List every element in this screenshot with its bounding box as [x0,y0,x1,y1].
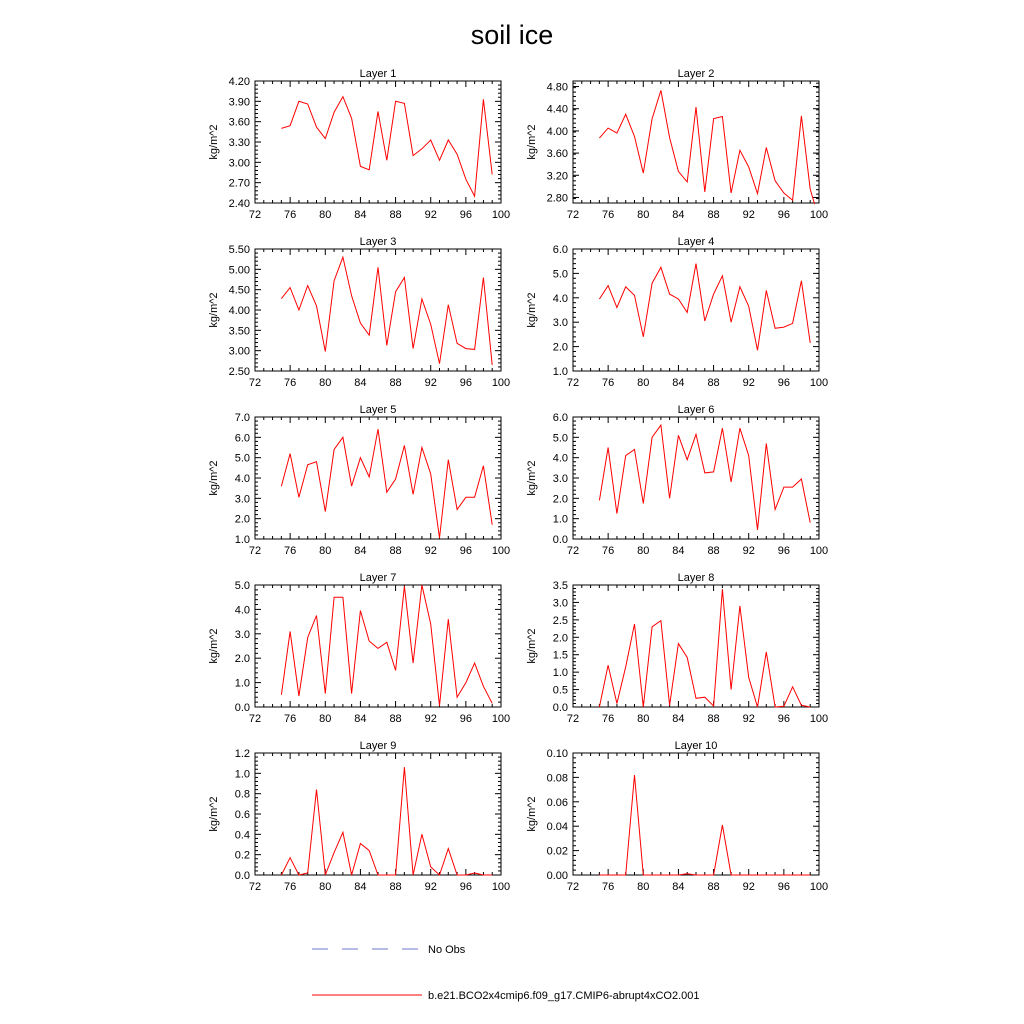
x-tick-label: 100 [491,377,511,389]
x-tick-label: 96 [459,209,472,221]
y-tick-label: 5.00 [228,264,250,277]
y-axis-label: kg/m^2 [526,124,538,160]
y-tick-label: 2.0 [552,632,568,645]
y-tick-label: 1.5 [552,649,568,662]
panel-title: Layer 9 [359,740,397,752]
y-tick-label: 4.80 [546,81,568,94]
y-tick-label: 3.50 [228,325,250,338]
x-tick-label: 92 [742,209,755,221]
y-tick-label: 4.0 [552,292,568,305]
x-tick-label: 88 [707,377,720,389]
x-tick-label: 100 [809,209,829,221]
x-tick-label: 80 [319,209,332,221]
x-tick-label: 76 [284,713,297,725]
x-tick-label: 84 [354,377,367,389]
y-tick-label: 3.00 [228,345,250,358]
x-tick-label: 72 [566,881,580,893]
y-tick-label: 2.50 [228,366,250,378]
y-tick-label: 3.60 [228,116,250,129]
y-tick-label: 3.0 [552,473,568,485]
y-tick-label: 2.40 [228,198,250,210]
y-tick-label: 3.90 [228,96,250,109]
y-tick-label: 1.0 [234,768,250,781]
legend-label-no-obs: No Obs [428,944,466,956]
y-tick-label: 3.60 [546,148,568,161]
x-tick-label: 100 [491,713,511,725]
x-tick-label: 84 [354,713,367,725]
x-tick-label: 88 [707,881,720,893]
x-tick-label: 96 [777,545,790,557]
x-tick-label: 100 [491,545,511,557]
y-tick-label: 2.0 [552,493,568,506]
x-tick-label: 100 [491,881,511,893]
y-tick-label: 6.0 [234,432,250,445]
y-tick-label: 1.0 [552,366,568,378]
y-axis-label: kg/m^2 [526,460,538,496]
x-tick-label: 96 [459,545,472,557]
x-tick-label: 76 [284,881,297,893]
x-tick-label: 88 [707,713,720,725]
x-tick-label: 100 [809,713,829,725]
y-tick-label: 6.0 [552,412,568,424]
y-tick-label: 4.0 [234,473,250,485]
y-tick-label: 0.8 [234,788,250,801]
x-tick-label: 92 [424,209,437,221]
y-tick-label: 2.0 [234,513,250,526]
y-tick-label: 4.00 [228,305,250,317]
y-axis-label: kg/m^2 [526,628,538,664]
y-tick-label: 5.0 [552,268,568,281]
y-tick-label: 2.70 [228,177,250,190]
y-tick-label: 0.06 [546,796,568,809]
x-tick-label: 88 [389,545,402,557]
y-tick-label: 4.20 [228,76,250,88]
y-axis-label: kg/m^2 [526,796,538,832]
y-tick-label: 4.40 [546,103,568,116]
x-tick-label: 92 [742,713,755,725]
x-tick-label: 88 [389,881,402,893]
x-tick-label: 100 [809,881,829,893]
x-tick-label: 88 [389,377,402,389]
panel-title: Layer 1 [359,68,397,80]
panel-title: Layer 4 [677,236,715,248]
x-tick-label: 84 [672,545,685,557]
x-tick-label: 92 [424,377,437,389]
x-tick-label: 80 [319,881,332,893]
x-tick-label: 84 [672,713,685,725]
figure-title: soil ice [470,20,554,50]
x-tick-label: 80 [637,377,650,389]
y-tick-label: 5.0 [234,580,250,592]
y-tick-label: 4.00 [546,125,568,138]
x-tick-label: 72 [248,881,262,893]
x-tick-label: 92 [424,713,437,725]
y-tick-label: 0.0 [234,870,250,882]
y-tick-label: 0.5 [552,684,568,697]
panel-title: Layer 3 [359,236,397,248]
y-tick-label: 3.5 [552,580,568,592]
y-tick-label: 0.00 [546,870,568,882]
y-tick-label: 4.50 [228,284,250,297]
x-tick-label: 100 [809,377,829,389]
legend-label-model-run: b.e21.BCO2x4cmip6.f09_g17.CMIP6-abrupt4xCO2.001 [428,990,700,1002]
y-tick-label: 5.0 [234,452,250,465]
x-tick-label: 80 [319,545,332,557]
y-tick-label: 0.0 [552,702,568,714]
x-tick-label: 76 [602,377,615,389]
y-tick-label: 1.0 [552,667,568,680]
x-tick-label: 72 [248,377,262,389]
panel-title: Layer 6 [677,404,715,416]
x-tick-label: 80 [637,545,650,557]
y-tick-label: 0.08 [546,772,568,785]
x-tick-label: 80 [319,713,332,725]
x-tick-label: 92 [742,377,755,389]
x-tick-label: 84 [354,545,367,557]
x-tick-label: 96 [777,209,790,221]
x-tick-label: 72 [248,545,262,557]
x-tick-label: 80 [637,209,650,221]
y-axis-label: kg/m^2 [208,460,220,496]
x-tick-label: 96 [777,713,790,725]
x-tick-label: 72 [566,713,580,725]
x-tick-label: 88 [707,209,720,221]
x-tick-label: 72 [248,713,262,725]
y-axis-label: kg/m^2 [526,292,538,328]
y-tick-label: 0.02 [546,845,568,858]
x-tick-label: 84 [354,881,367,893]
y-tick-label: 3.00 [228,157,250,170]
y-tick-label: 1.2 [234,748,250,760]
x-tick-label: 92 [424,881,437,893]
x-tick-label: 84 [354,209,367,221]
y-tick-label: 5.0 [552,432,568,445]
x-tick-label: 92 [742,881,755,893]
x-tick-label: 88 [389,713,402,725]
x-tick-label: 88 [707,545,720,557]
x-tick-label: 96 [459,713,472,725]
y-tick-label: 4.0 [234,604,250,617]
x-tick-label: 80 [319,377,332,389]
y-tick-label: 2.80 [546,192,568,205]
x-tick-label: 72 [566,377,580,389]
panel-title: Layer 2 [677,68,715,80]
x-tick-label: 72 [566,209,580,221]
y-tick-label: 3.0 [552,597,568,610]
y-tick-label: 1.0 [552,513,568,526]
panel-title: Layer 10 [674,740,718,752]
y-tick-label: 2.0 [552,341,568,354]
y-tick-label: 0.0 [234,702,250,714]
panel-title: Layer 8 [677,572,715,584]
x-tick-label: 88 [389,209,402,221]
x-tick-label: 76 [602,545,615,557]
y-tick-label: 0.0 [552,534,568,546]
x-tick-label: 76 [602,881,615,893]
x-tick-label: 80 [637,713,650,725]
x-tick-label: 96 [459,377,472,389]
y-tick-label: 0.04 [546,821,568,834]
y-tick-label: 2.0 [234,653,250,666]
x-tick-label: 76 [284,377,297,389]
y-tick-label: 4.0 [552,452,568,465]
x-tick-label: 100 [809,545,829,557]
y-tick-label: 3.0 [234,628,250,641]
x-tick-label: 96 [777,881,790,893]
x-tick-label: 92 [742,545,755,557]
y-tick-label: 1.0 [234,534,250,546]
y-tick-label: 5.50 [228,244,250,256]
x-tick-label: 96 [777,377,790,389]
y-tick-label: 0.6 [234,809,250,821]
x-tick-label: 80 [637,881,650,893]
panel-title: Layer 7 [359,572,397,584]
y-axis-label: kg/m^2 [208,124,220,160]
x-tick-label: 84 [672,377,685,389]
y-tick-label: 3.20 [546,170,568,183]
y-tick-label: 0.4 [234,829,250,842]
y-axis-label: kg/m^2 [208,628,220,664]
y-tick-label: 7.0 [234,412,250,424]
x-tick-label: 72 [566,545,580,557]
y-tick-label: 3.0 [234,493,250,506]
x-tick-label: 96 [459,881,472,893]
x-tick-label: 72 [248,209,262,221]
y-tick-label: 1.0 [234,677,250,690]
x-tick-label: 100 [491,209,511,221]
x-tick-label: 76 [602,209,615,221]
y-tick-label: 3.30 [228,137,250,149]
y-axis-label: kg/m^2 [208,292,220,328]
x-tick-label: 76 [602,713,615,725]
y-tick-label: 0.10 [546,748,568,760]
x-tick-label: 92 [424,545,437,557]
x-tick-label: 76 [284,545,297,557]
x-tick-label: 84 [672,881,685,893]
x-tick-label: 76 [284,209,297,221]
y-tick-label: 6.0 [552,244,568,256]
y-axis-label: kg/m^2 [208,796,220,832]
y-tick-label: 2.5 [552,614,568,627]
y-tick-label: 0.2 [234,849,250,862]
y-tick-label: 3.0 [552,317,568,330]
panel-title: Layer 5 [359,404,397,416]
x-tick-label: 84 [672,209,685,221]
